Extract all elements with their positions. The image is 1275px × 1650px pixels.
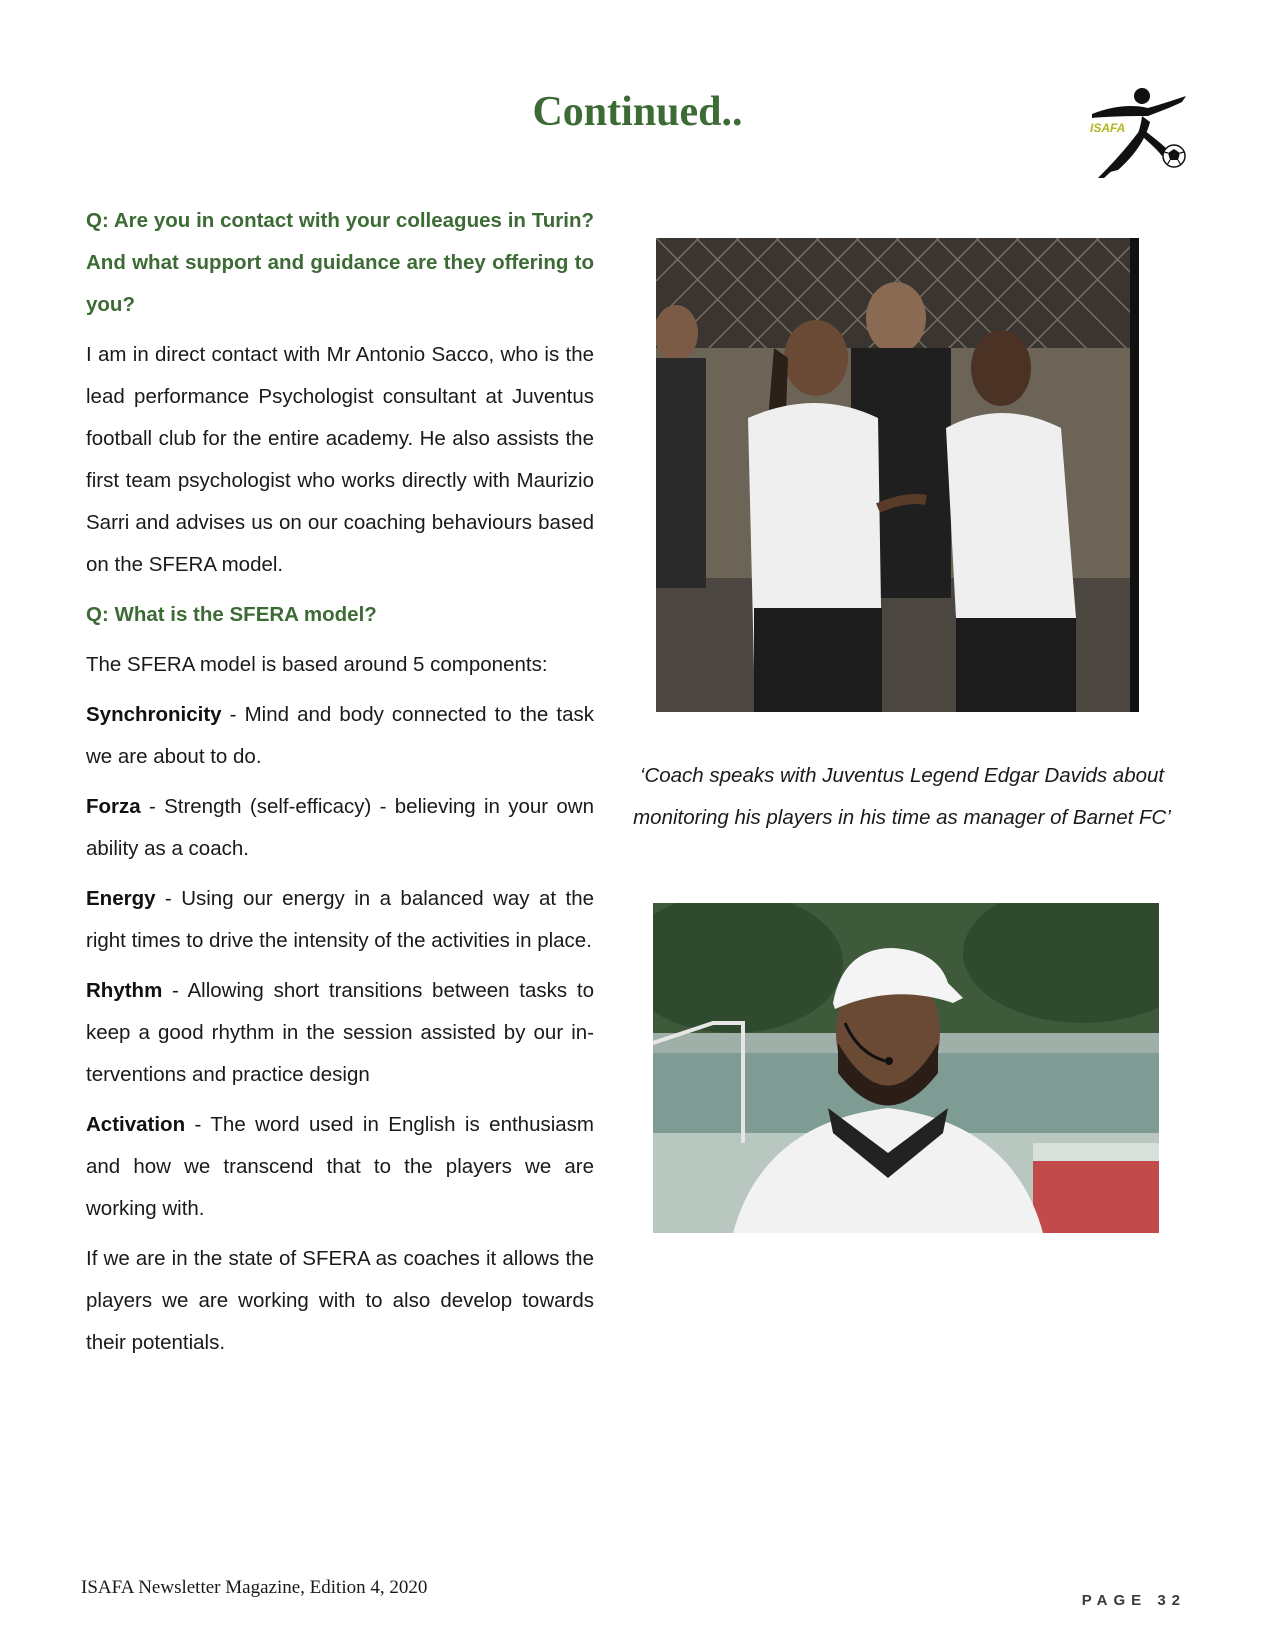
closing-paragraph: If we are in the state of SFERA as coaches it allows the players we are working with to also develop towards their potentials. (86, 1247, 594, 1354)
question-2: Q: What is the SFERA model? (86, 603, 377, 626)
component-term: Rhythm (86, 979, 163, 1002)
component-term: Activation (86, 1113, 186, 1136)
component-text: - Strength (self-efficacy) - believing in your own ability as a coach. (86, 795, 594, 860)
photo-coach-with-edgar-davids (656, 238, 1139, 712)
component-term: Energy (86, 887, 156, 910)
isafa-logo (1082, 86, 1190, 186)
question-1: Q: Are you in contact with your colleagues in Turin? And what support and guidance are they offering to you? (86, 209, 594, 316)
component-forza (86, 786, 594, 870)
component-text: - Allowing short transitions between tasks to keep a good rhythm in the session assisted by our interventions and practice design (86, 979, 594, 1086)
svg-text:ISAFA: ISAFA (1090, 121, 1126, 135)
page-number: PAGE 32 (1081, 1592, 1186, 1609)
component-activation (86, 1104, 594, 1230)
component-text: - Using our energy in a balanced way at the right times to drive the intensity of the activities in place. (86, 887, 594, 952)
component-energy (86, 878, 594, 962)
component-synchronicity (86, 694, 594, 778)
footer-publication: ISAFA Newsletter Magazine, Edition 4, 2020 (81, 1577, 428, 1598)
photo-coach-with-headset (653, 903, 1159, 1233)
article-body (86, 200, 594, 1372)
component-term: Forza (86, 795, 141, 818)
page-title: Continued.. (532, 89, 743, 135)
component-rhythm (86, 970, 594, 1096)
answer-1: I am in direct contact with Mr Antonio Sacco, who is the lead performance Psychologist consultant at Juventus football club for the entire academy. He also assists the first team psychologist who works directly with Maurizio Sarri and advises us on our coaching behaviours based on the SFERA model. (86, 343, 594, 576)
component-term: Synchronicity (86, 703, 222, 726)
component-text: - Mind and body connected to the task we are about to do. (86, 703, 594, 768)
component-text: - The word used in English is enthusiasm and how we transcend that to the players we are working with. (86, 1113, 594, 1220)
sfera-intro: The SFERA model is based around 5 components: (86, 653, 548, 676)
photo-caption: ‘Coach speaks with Juventus Legend Edgar Davids about monitoring his players in his time as manager of Barnet FC’ (633, 764, 1171, 829)
